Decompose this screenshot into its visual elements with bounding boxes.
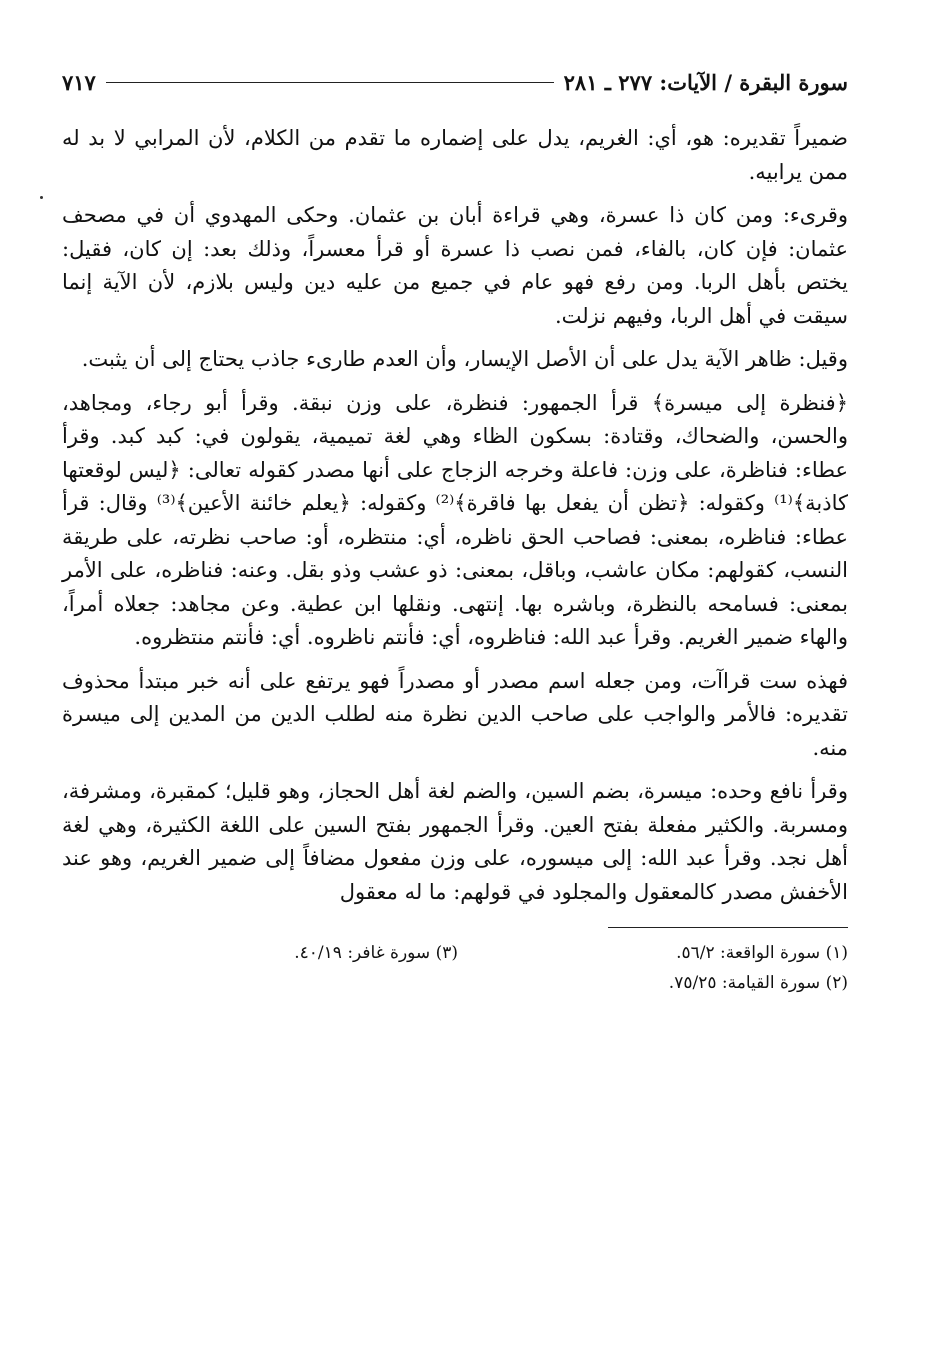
paragraph-6: وقرأ نافع وحده: ميسرة، بضم السين، والضم لغة أهل الحجاز، وهو قليل؛ كمقبرة، ومشرفة، ومسربة. والكثير مفعلة بفتح العين. وقرأ الجمهور بفتح السين على اللغة الكثيرة، وهي لغة أهل نجد. وقرأ عبد الله: إلى ميسوره، على وزن مفعول مضافاً إلى ضمير الغريم، وهو عند الأخفش مصدر كالمعقول والمجلود في قولهم: ما له معقول: [62, 779, 848, 904]
book-page: [62, 60, 848, 1310]
page-body: [62, 122, 848, 909]
paragraph-1: ضميراً تقديره: هو، أي: الغريم، يدل على إضماره ما تقدم من الكلام، لأن المرابي لا بد له ممن يرابيه.: [62, 126, 848, 184]
page-number: ٧١٧: [62, 69, 96, 95]
footnote-1: (١) سورة الواقعة: ٥٦/٢.: [676, 943, 848, 963]
running-header: [62, 60, 848, 104]
stray-mark: [40, 196, 43, 199]
paragraph-3: وقيل: ظاهر الآية يدل على أن الأصل الإيسار، وأن العدم طارىء جاذب يحتاج إلى أن يثبت.: [81, 347, 848, 371]
paragraph-2: وقرىء: ومن كان ذا عسرة، وهي قراءة أبان بن عثمان. وحكى المهدوي أن في مصحف عثمان: فإن كان، بالفاء، فمن نصب ذا عسرة أو قرأ معسراً، وذلك بعد: إن كان، فقيل: يختص بأهل الربا. ومن رفع فهو عام في جميع من عليه دين وليس بلازم، لأن الآية إنما سيقت في أهل الربا، وفيهم نزلت.: [62, 203, 848, 328]
header-title: سورة البقرة / الآيات: ٢٧٧ ـ ٢٨١: [563, 69, 848, 95]
footnote-rule: [608, 927, 848, 928]
header-rule: [106, 82, 554, 83]
footnote-2: (٢) سورة القيامة: ٧٥/٢٥.: [668, 973, 848, 993]
footnote-row-2: [62, 968, 848, 998]
footnote-3: (٣) سورة غافر: ٤٠/١٩.: [294, 943, 458, 963]
footnotes: [62, 938, 848, 998]
paragraph-5: فهذه ست قراآت، ومن جعله اسم مصدر أو مصدراً فهو يرتفع على أنه خبر مبتدأ محذوف تقديره: فالأمر والواجب على صاحب الدين نظرة منه لطلب الدين من المدين إلى ميسرة منه.: [62, 668, 848, 760]
footnote-row-1: [62, 938, 848, 968]
paragraph-4: ﴿فنظرة إلى ميسرة﴾ قرأ الجمهور: فنظرة، على وزن نبقة. وقرأ أبو رجاء، ومجاهد، والحسن، والضحاك، وقتادة: بسكون الظاء وهي لغة تميمية، يقولون في: كبد كبد. وقرأ عطاء: فناظرة، على وزن: فاعلة وخرجه الزجاج على أنها مصدر كقوله تعالى: ﴿ليس لوقعتها كاذبة﴾⁽¹⁾ وكقوله: ﴿تظن أن يفعل بها فاقرة﴾⁽²⁾ وكقوله: ﴿يعلم خائنة الأعين﴾⁽³⁾ وقال: قرأ عطاء: فناظره، بمعنى: فصاحب الحق ناظره، أي: منتظره، أو: صاحب نظرته، على طريقة النسب، كقولهم: مكان عاشب، وباقل، بمعنى: ذو عشب وذو بقل. وعنه: فناظره، على الأمر بمعنى: فسامحه بالنظرة، وباشره بها. إنتهى. ونقلها ابن عطية. وعن مجاهد: جعلاه أمراً، والهاء ضمير الغريم. وقرأ عبد الله: فناظروه، أي: فأنتم ناظروه. أي: فأنتم منتظروه.: [62, 390, 848, 649]
